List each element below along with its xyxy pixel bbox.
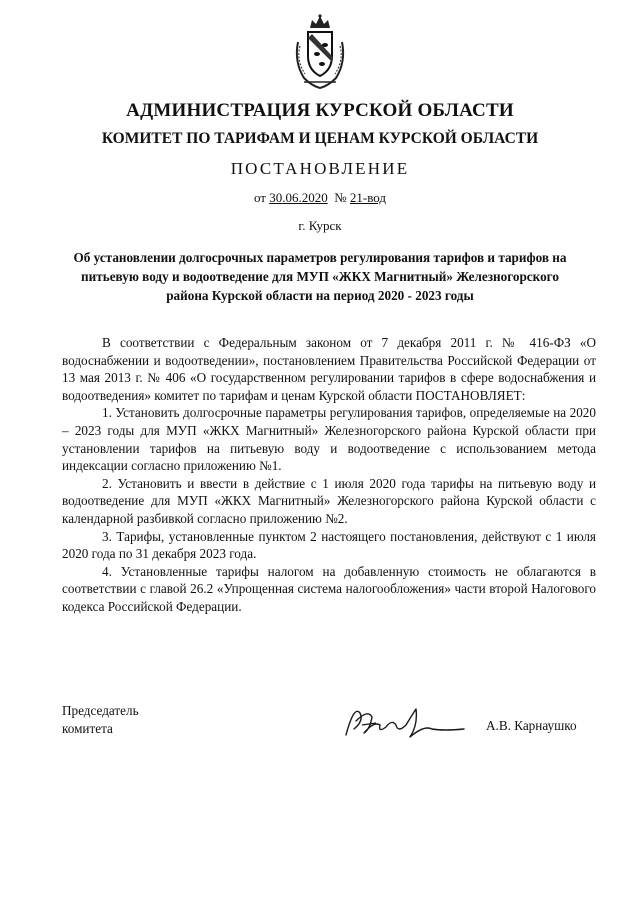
clause-paragraph: 1. Установить долгосрочные параметры регулирования тарифов, определяемые на 2020 – 2023 годы для МУП «ЖКХ Магнитный» Железногорского района Курской области при установлении тарифов на питьевую воду и водоотведение с использованием метода индексации согласно приложению №1. <box>62 405 596 474</box>
document-body <box>62 334 596 616</box>
signer-name: А.В. Карнаушко <box>486 718 577 733</box>
signer-title-line: комитета <box>62 721 113 736</box>
document-number: 21-вод <box>349 190 387 205</box>
clause-paragraph: 2. Установить и ввести в действие с 1 июля 2020 года тарифы на питьевую воду и водоотведение для МУП «ЖКХ Магнитный» Железногорского района Курской области с календарной разбивкой согласно приложению №2. <box>62 475 596 526</box>
city-line: г. Курск <box>298 218 342 233</box>
date-prefix: от <box>253 190 270 205</box>
committee-heading: КОМИТЕТ ПО ТАРИФАМ И ЦЕНАМ КУРСКОЙ ОБЛАСТИ <box>101 130 539 147</box>
document-date: 30.06.2020 <box>269 190 328 205</box>
preamble-paragraph: В соответствии с Федеральным законом от 7 декабря 2011 г. № 416-ФЗ «О водоснабжении и водоотведении», постановлением Правительства Российской Федерации от 13 мая 2013 г. № 406 «О государственном регулировании тарифов в сфере водоснабжения и водоотведения» комитет по тарифам и ценам Курской области ПОСТАНОВЛЯЕТ: <box>62 335 596 403</box>
clause-paragraph: 4. Установленные тарифы налогом на добавленную стоимость не облагаются в соответствии с главой 26.2 «Упрощенная система налогообложения» части второй Налогового кодекса Российской Федерации. <box>62 563 596 614</box>
signer-title-line: Председатель <box>62 703 139 718</box>
signer-position <box>62 702 139 738</box>
document-subject: Об установлении долгосрочных параметров регулирования тарифов и тарифов на питьевую воду и водоотведение для МУП «ЖКХ Магнитный» Железногорского района Курской области на период 2020 - 2023 годы <box>73 250 567 303</box>
kursk-coat-of-arms-icon <box>290 12 350 90</box>
administration-heading: АДМИНИСТРАЦИЯ КУРСКОЙ ОБЛАСТИ <box>126 100 514 121</box>
number-prefix: № <box>327 190 350 205</box>
document-type-heading: ПОСТАНОВЛЕНИЕ <box>230 159 410 178</box>
handwritten-signature <box>340 695 470 745</box>
date-number-line <box>0 190 640 206</box>
clause-paragraph: 3. Тарифы, установленные пунктом 2 настоящего постановления, действуют с 1 июля 2020 года по 31 декабря 2023 года. <box>62 528 596 562</box>
